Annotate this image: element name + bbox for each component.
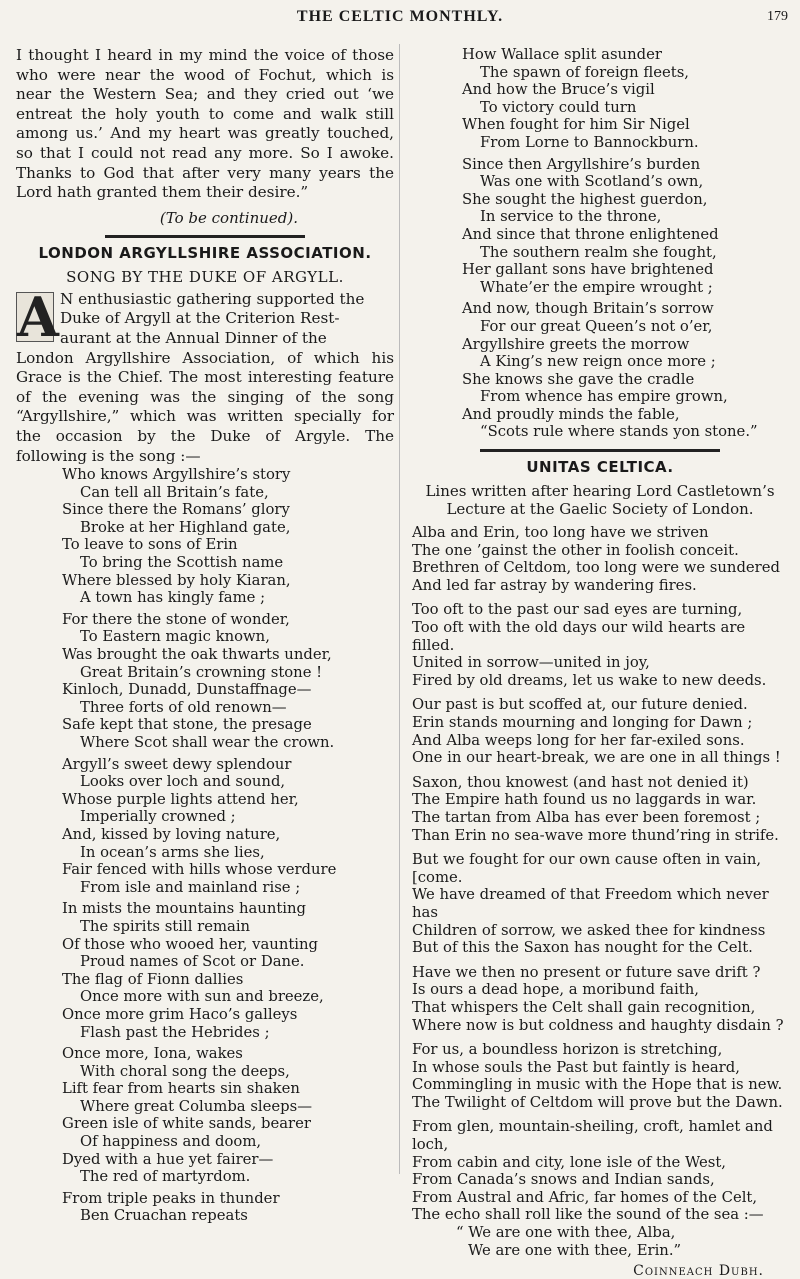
dropcap-letter: A xyxy=(17,284,59,349)
verse-line: From Austral and Afric, far homes of the Celt, xyxy=(412,1188,758,1206)
verse-line: And, kissed by loving nature, xyxy=(62,825,281,843)
stanza xyxy=(408,696,792,766)
verse-line: Broke at her Highland gate, xyxy=(80,518,291,536)
continued-note: (To be continued). xyxy=(159,208,298,227)
stanza xyxy=(16,756,394,897)
verse-line: For our great Queen’s not o’er, xyxy=(480,317,713,335)
verse-line: From isle and mainland rise ; xyxy=(80,878,301,896)
verse-line: Whate’er the empire wrought ; xyxy=(480,278,713,296)
verse-line: Was one with Scotland’s own, xyxy=(480,173,704,191)
verse-line: Where great Columba sleeps— xyxy=(80,1097,313,1115)
verse-line: The Twilight of Celtdom will prove but the Dawn. xyxy=(412,1093,783,1111)
song-title: SONG BY THE DUKE OF ARGYLL. xyxy=(66,267,344,286)
verse-line: To Eastern magic known, xyxy=(80,628,270,646)
verse-line: Too oft with the old days our wild hearts are filled. xyxy=(412,619,746,654)
verse-line: Safe kept that stone, the presage xyxy=(62,716,312,734)
stanza xyxy=(16,900,394,1041)
verse-line: Great Britain’s crowning stone ! xyxy=(80,663,323,681)
verse-line: From Lorne to Bannockburn. xyxy=(480,133,699,151)
stanza xyxy=(408,964,792,1034)
stanza xyxy=(408,300,792,441)
stanza xyxy=(408,1118,792,1224)
right-column xyxy=(408,46,792,1279)
verse-line: Once more, Iona, wakes xyxy=(62,1045,243,1063)
verse-line: The red of martyrdom. xyxy=(80,1168,251,1186)
verse-line: The flag of Fionn dallies xyxy=(62,970,244,988)
verse-line: In mists the mountains haunting xyxy=(62,900,307,918)
section-rule xyxy=(105,235,305,238)
verse-line: Who knows Argyllshire’s story xyxy=(62,466,291,484)
verse-line: From Canada’s snows and Indian sands, xyxy=(412,1171,715,1189)
verse-line: Whose purple lights attend her, xyxy=(62,790,299,808)
verse-line: In whose souls the Past but faintly is heard, xyxy=(412,1058,740,1076)
verse-line: Alba and Erin, too long have we striven xyxy=(412,524,709,542)
unitas-celtica-poem xyxy=(408,524,792,1259)
verse-line: Lift fear from hearts sin shaken xyxy=(62,1080,300,1098)
stanza xyxy=(408,601,792,689)
stanza xyxy=(408,1041,792,1111)
verse-line: Erin stands mourning and longing for Dawn ; xyxy=(412,714,753,731)
verse-line: And now, though Britain’s sorrow xyxy=(462,300,714,318)
verse-line: We have dreamed of that Freedom which never has xyxy=(412,886,769,921)
stanza xyxy=(408,774,792,844)
column-divider xyxy=(399,44,400,1174)
verse-line: Three forts of old renown— xyxy=(80,698,287,716)
verse-line: Where Scot shall wear the crown. xyxy=(80,734,335,751)
stanza xyxy=(408,524,792,594)
intro-paragraph: London Argyllshire Association, of which his Grace is the Chief. The most interesting feature of the evening was the singing of the song “Argyllshire,” which was written specially for the occasion by the Duke of Argyle. The following is the song :— xyxy=(16,348,394,465)
verse-line: Our past is but scoffed at, our future denied. xyxy=(412,696,748,714)
verse-line: Green isle of white sands, bearer xyxy=(62,1115,311,1133)
verse-line: Can tell all Britain’s fate, xyxy=(80,483,269,501)
verse-line: Fair fenced with hills whose verdure xyxy=(62,861,337,879)
verse-line: Once more with sun and breeze, xyxy=(80,988,324,1006)
verse-line: Is ours a dead hope, a moribund faith, xyxy=(412,981,699,999)
verse-line: A King’s new reign once more ; xyxy=(480,353,716,371)
stanza xyxy=(16,611,394,752)
stanza xyxy=(16,1045,394,1186)
verse-line: The echo shall roll like the sound of the sea :— xyxy=(412,1206,764,1224)
verse-line: She knows she gave the cradle xyxy=(462,370,695,388)
left-column xyxy=(16,46,394,1229)
verse-line: From cabin and city, lone isle of the West, xyxy=(412,1153,726,1171)
intro-line: aurant at the Annual Dinner of the xyxy=(60,328,327,347)
verse-line: That whispers the Celt shall gain recognition, xyxy=(412,998,756,1016)
verse-line: From triple peaks in thunder xyxy=(62,1189,280,1207)
closing-line: We are one with thee, Erin.” xyxy=(468,1241,682,1259)
verse-line: Than Erin no sea-wave more thund’ring in strife. xyxy=(412,826,779,844)
song-verse-continued xyxy=(408,46,792,441)
verse-line: Proud names of Scot or Dane. xyxy=(80,953,305,971)
verse-line: A town has kingly fame ; xyxy=(80,589,266,607)
verse-line: She sought the highest guerdon, xyxy=(462,190,708,208)
verse-line: But of this the Saxon has nought for the Celt. xyxy=(412,939,753,957)
verse-line: One in our heart-break, we are one in all things ! xyxy=(412,749,781,767)
verse-line: The one ’gainst the other in foolish conceit. xyxy=(412,541,739,559)
verse-line: When fought for him Sir Nigel xyxy=(462,116,690,134)
verse-line: With choral song the deeps, xyxy=(80,1062,290,1080)
verse-line: The Empire hath found us no laggards in war. xyxy=(412,791,757,809)
verse-line: And since that throne enlightened xyxy=(462,225,719,243)
poem-intro: Lines written after hearing Lord Castletown’s Lecture at the Gaelic Society of London. xyxy=(425,482,775,519)
verse-line: For there the stone of wonder, xyxy=(62,610,290,628)
verse-line: Kinloch, Dunadd, Dunstaffnage— xyxy=(62,681,312,699)
verse-line: Where blessed by holy Kiaran, xyxy=(62,571,291,589)
intro-line: Duke of Argyll at the Criterion Rest- xyxy=(60,309,340,328)
verse-line: United in sorrow—united in joy, xyxy=(412,654,650,672)
verse-line: In service to the throne, xyxy=(480,208,662,226)
page-header xyxy=(0,6,800,32)
stanza xyxy=(408,851,792,957)
verse-line: Saxon, thou knowest (and hast not denied it) xyxy=(412,773,749,791)
verse-line: Flash past the Hebrides ; xyxy=(80,1023,270,1041)
verse-line: And led far astray by wandering fires. xyxy=(412,576,697,594)
verse-line: Have we then no present or future save drift ? xyxy=(412,963,761,981)
verse-line: Where now is but coldness and haughty disdain ? xyxy=(412,1016,784,1034)
verse-line: Argyllshire greets the morrow xyxy=(462,335,690,353)
verse-line: Ben Cruachan repeats xyxy=(80,1207,248,1225)
verse-line: Commingling in music with the Hope that is new. xyxy=(412,1076,783,1094)
section-rule xyxy=(480,449,720,452)
verse-line: Argyll’s sweet dewy splendour xyxy=(62,755,292,773)
stanza xyxy=(408,156,792,297)
verse-line: To bring the Scottish name xyxy=(80,554,284,572)
verse-line: Of those who wooed her, vaunting xyxy=(62,935,319,953)
verse-line: Of happiness and doom, xyxy=(80,1133,262,1151)
verse-line: Dyed with a hue yet fairer— xyxy=(62,1150,274,1168)
intro-block xyxy=(16,284,394,466)
song-verse xyxy=(16,466,394,1225)
verse-line: Since then Argyllshire’s burden xyxy=(462,155,701,173)
verse-line: To victory could turn xyxy=(480,98,637,116)
section-title-argyllshire: LONDON ARGYLLSHIRE ASSOCIATION. xyxy=(38,243,372,262)
verse-line: The southern realm she fought, xyxy=(480,243,717,261)
intro-line: N enthusiastic gathering supported the xyxy=(60,289,365,308)
journal-title: THE CELTIC MONTHLY. xyxy=(296,8,504,25)
page-number: 179 xyxy=(767,9,788,24)
verse-line: Since there the Romans’ glory xyxy=(62,501,290,519)
verse-line: And proudly minds the fable, xyxy=(462,405,680,423)
verse-line: From glen, mountain-sheiling, croft, hamlet and loch, xyxy=(412,1118,773,1154)
verse-line: The tartan from Alba has ever been foremost ; xyxy=(412,808,761,826)
section-title-unitas-celtica: UNITAS CELTICA. xyxy=(526,458,674,477)
closing-line: “ We are one with thee, Alba, xyxy=(456,1224,676,1242)
verse-line: In ocean’s arms she lies, xyxy=(80,843,265,861)
author-signature: Coinneach Dubh. xyxy=(633,1263,764,1279)
verse-line: The spawn of foreign fleets, xyxy=(480,63,690,81)
verse-line: But we fought for our own cause often in vain, [come. xyxy=(412,851,762,886)
verse-line: Looks over loch and sound, xyxy=(80,773,286,791)
verse-line: For us, a boundless horizon is stretching, xyxy=(412,1041,723,1059)
stanza xyxy=(16,466,394,607)
verse-line: Imperially crowned ; xyxy=(80,808,236,826)
verse-line: Fired by old dreams, let us wake to new deeds. xyxy=(412,671,767,689)
stanza xyxy=(16,1190,394,1225)
carry-over-paragraph: I thought I heard in my mind the voice of those who were near the wood of Fochut, which is near the Western Sea; and they cried out ‘we entreat the holy youth to come and walk still among us.’ And my heart was greatly touched, so that I could not read any more. So I awoke. Thanks to God that after very many years the Lord hath granted them their desire.” xyxy=(16,46,394,202)
verse-line: From whence has empire grown, xyxy=(480,388,728,406)
verse-line: To leave to sons of Erin xyxy=(62,536,238,554)
verse-line: “Scots rule where stands yon stone.” xyxy=(480,423,758,441)
verse-line: The spirits still remain xyxy=(80,917,251,935)
verse-line: How Wallace split asunder xyxy=(462,46,662,63)
verse-line: Was brought the oak thwarts under, xyxy=(62,646,332,664)
verse-line: Too oft to the past our sad eyes are turning, xyxy=(412,601,743,619)
verse-line: And Alba weeps long for her far-exiled sons. xyxy=(412,731,745,749)
verse-line: Children of sorrow, we asked thee for kindness xyxy=(412,921,766,939)
stanza xyxy=(408,46,792,152)
verse-line: Brethren of Celtdom, too long were we sundered xyxy=(412,559,780,577)
verse-line: Once more grim Haco’s galleys xyxy=(62,1005,298,1023)
verse-line: And how the Bruce’s vigil xyxy=(462,81,655,99)
verse-line: Her gallant sons have brightened xyxy=(462,261,714,279)
